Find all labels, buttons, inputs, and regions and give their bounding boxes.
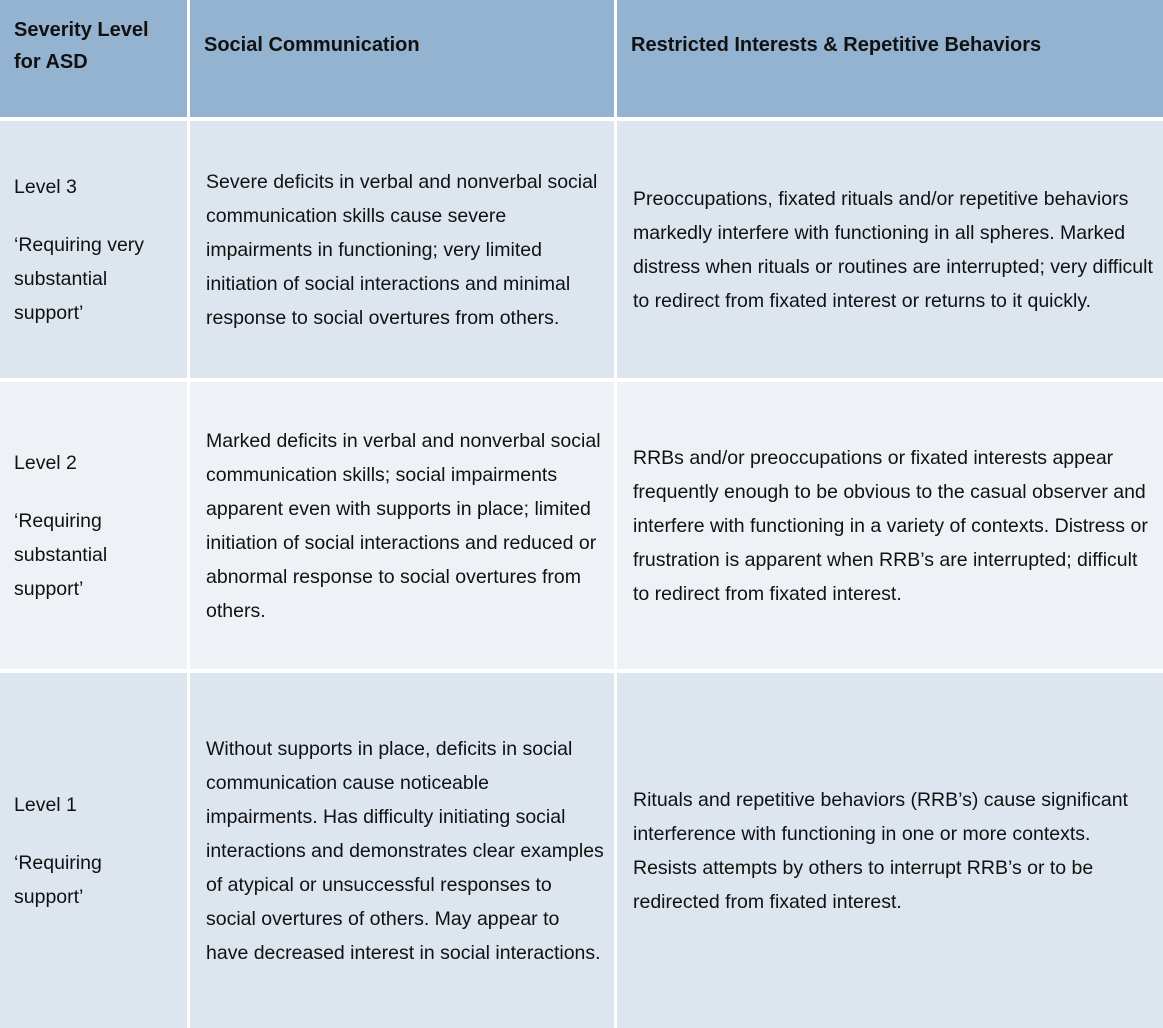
level-3-rrb-text: Preoccupations, fixated rituals and/or repetitive behaviors markedly interfere with functioning in all spheres. Marked distress when rituals or routines are interrupted; very difficult to redirect from fixated interest or returns to it quickly.: [633, 187, 1153, 312]
level-2-cell: [0, 382, 187, 669]
header-social-text: Social Communication: [204, 34, 420, 56]
header-social-communication: [190, 0, 614, 117]
level-2-rrb-cell: [617, 382, 1163, 669]
level-2-social-text: Marked deficits in verbal and nonverbal social communication skills; social impairments apparent even with supports in place; limited initiation of social interactions and reduced or abnormal response to social overtures from others.: [206, 429, 601, 622]
level-1-rrb-text: Rituals and repetitive behaviors (RRB’s) cause significant interference with functioning in one or more contexts. Resists attempts by others to interrupt RRB’s or to be redirected from fixated interest.: [633, 788, 1128, 913]
level-1-social-text: Without supports in place, deficits in social communication cause noticeable impairments. Has difficulty initiating social interactions and demonstrates clear examples of atypical or unsuccessful responses to social overtures of others. May appear to have decreased interest in social interactions.: [206, 737, 604, 964]
level-3-social-cell: [190, 121, 614, 378]
level-2-rrb-text: RRBs and/or preoccupations or fixated interests appear frequently enough to be obvious to the casual observer and interfere with functioning in a variety of contexts. Distress or frustration is apparent when RRB’s are interrupted; difficult to redirect from fixated interest.: [633, 446, 1148, 605]
header-restricted-interests: [617, 0, 1163, 117]
level-1-cell: [0, 673, 187, 1028]
level-3-label: Level 3: [14, 175, 77, 198]
level-3-cell: [0, 121, 187, 378]
level-2-social-cell: [190, 382, 614, 669]
level-3-support: ‘Requiring very substantial support’: [14, 233, 145, 324]
header-severity-level: [0, 0, 187, 117]
level-2-support: ‘Requiring substantial support’: [14, 509, 108, 600]
level-1-social-cell: [190, 673, 614, 1028]
level-3-rrb-cell: [617, 121, 1163, 378]
level-1-rrb-cell: [617, 673, 1163, 1028]
header-severity-text: Severity Level for ASD: [14, 19, 149, 73]
level-1-support: ‘Requiring support’: [14, 851, 102, 908]
header-rrb-text: Restricted Interests & Repetitive Behaviors: [631, 34, 1042, 56]
level-2-label: Level 2: [14, 451, 77, 474]
level-1-label: Level 1: [14, 793, 77, 816]
level-3-social-text: Severe deficits in verbal and nonverbal social communication skills cause severe impairments in functioning; very limited initiation of social interactions and minimal response to social overtures from others.: [206, 170, 598, 329]
